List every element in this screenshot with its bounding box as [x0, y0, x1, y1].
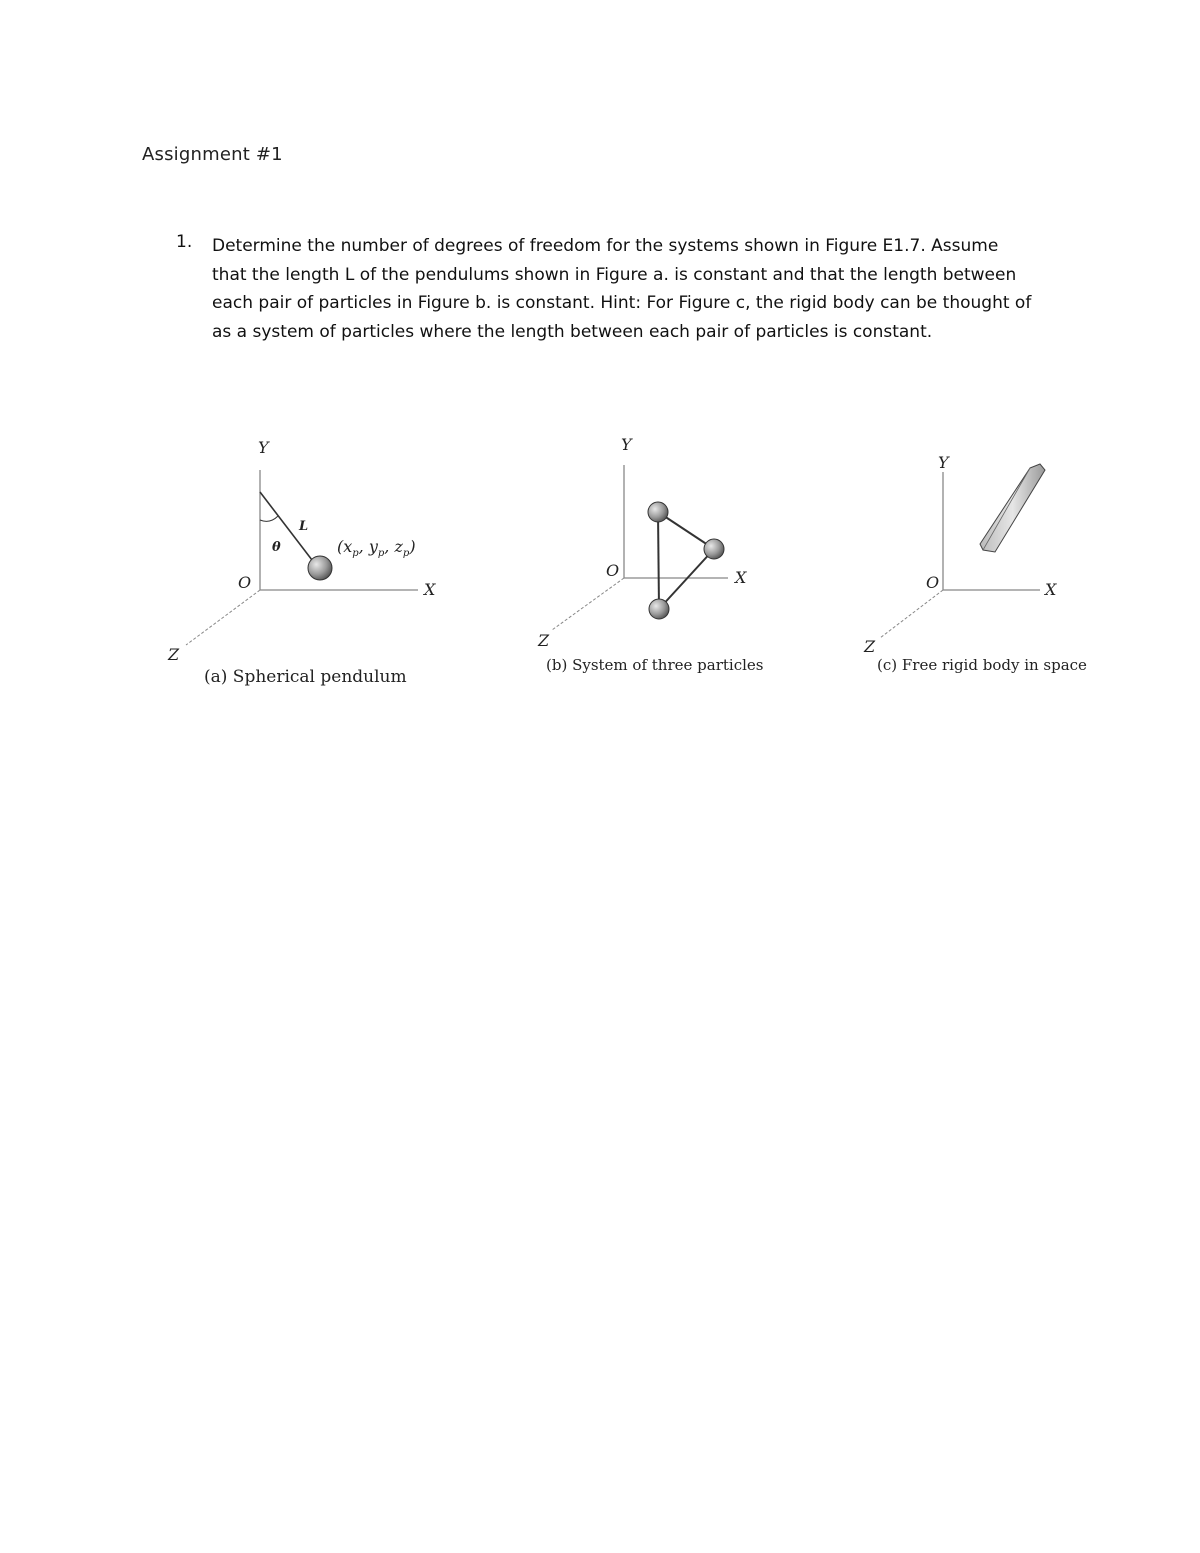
- fig-c-axis-y-label: Y: [938, 453, 949, 472]
- fig-a-origin-label: O: [238, 573, 252, 592]
- fig-c-origin-label: O: [926, 573, 940, 592]
- question-line: as a system of particles where the length between each pair of particles is constant.: [212, 321, 933, 342]
- fig-a-caption: (a) Spherical pendulum: [204, 667, 407, 687]
- fig-a-axis-x-label: X: [424, 580, 436, 599]
- question-text: [212, 232, 1072, 346]
- figure-e1-7: [0, 420, 1200, 740]
- figure-a-spherical-pendulum: [167, 438, 436, 687]
- fig-b-caption: (b) System of three particles: [546, 656, 764, 674]
- fig-c-axis-z-label: Z: [864, 637, 876, 656]
- figure-b-three-particles: [537, 435, 763, 674]
- particle: [704, 539, 724, 559]
- fig-b-axis-y-label: Y: [621, 435, 632, 454]
- page-title: Assignment #1: [142, 144, 283, 165]
- fig-a-axis-z-label: Z: [168, 645, 180, 664]
- fig-b-origin-label: O: [606, 561, 620, 580]
- fig-a-coordinate-label: ($x_p$, $y_p$, $z_p$): [337, 537, 416, 559]
- question-number: 1.: [176, 232, 193, 252]
- fig-b-axis-z-label: Z: [538, 631, 550, 650]
- fig-a-axis-y-label: Y: [258, 438, 269, 457]
- fig-a-angle-label: θ: [272, 540, 281, 555]
- figure-c-rigid-body: [863, 453, 1087, 674]
- fig-c-axis-x-label: X: [1045, 580, 1057, 599]
- question-line: Determine the number of degrees of freedom for the systems shown in Figure E1.7. Assume: [212, 236, 999, 256]
- particle: [648, 502, 668, 522]
- particle: [649, 599, 669, 619]
- question-line: that the length L of the pendulums shown in Figure a. is constant and that the length between: [212, 264, 1017, 285]
- fig-a-length-label: L: [299, 519, 309, 534]
- pendulum-bob: [308, 556, 332, 580]
- question-line: each pair of particles in Figure b. is constant. Hint: For Figure c, the rigid body can be thought of: [212, 293, 1032, 313]
- fig-c-caption: (c) Free rigid body in space: [877, 656, 1087, 674]
- fig-b-axis-x-label: X: [735, 568, 747, 587]
